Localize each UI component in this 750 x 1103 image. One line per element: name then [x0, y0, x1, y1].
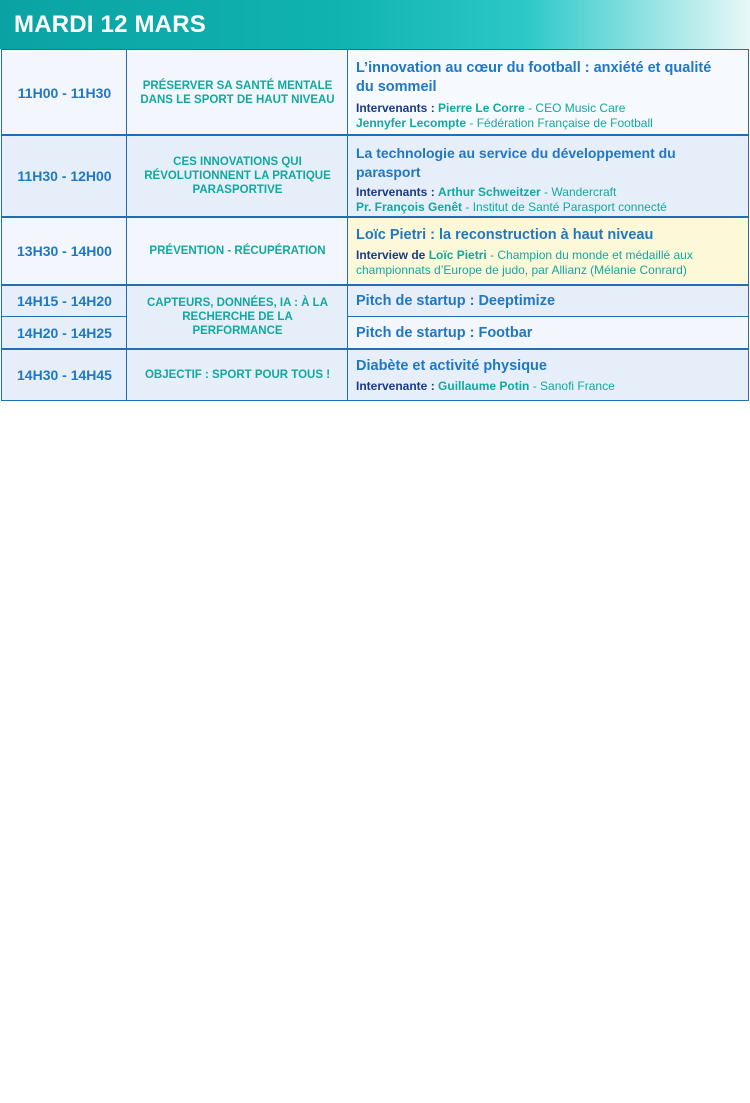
time-cell [2, 350, 127, 400]
speaker-name: Pr. François Genêt [356, 200, 463, 214]
speaker-name: Loïc Pietri [428, 248, 487, 262]
talk-cell [348, 136, 748, 216]
time-cell [2, 317, 127, 348]
theme-cell [127, 50, 348, 135]
session-theme: OBJECTIF : SPORT POUR TOUS ! [144, 369, 331, 381]
time-cell [2, 286, 127, 316]
session-time: 11H00 - 11H30 [17, 84, 112, 101]
row-divider [2, 316, 126, 317]
time-cell [2, 136, 127, 216]
talk-cell [348, 317, 748, 348]
speakers-label: Intervenante : [356, 379, 435, 393]
session-time: 14H30 - 14H45 [17, 367, 112, 383]
talk-title: Diabète et activité physique [356, 358, 547, 374]
speaker-name: Pierre Le Corre [438, 101, 525, 115]
theme-cell [127, 218, 348, 284]
speaker-line [356, 116, 653, 131]
talk-title: Pitch de startup : Footbar [356, 325, 533, 341]
talk-title: Loïc Pietri : la reconstruction à haut niveau [356, 227, 654, 243]
day-header-banner [0, 0, 750, 49]
talk-cell-highlighted [348, 218, 748, 284]
session-theme: CES INNOVATIONS QUI RÉVOLUTIONNENT LA PRATIQUE PARASPORTIVE [144, 156, 331, 196]
session-theme: PRÉVENTION - RÉCUPÉRATION [149, 245, 326, 257]
speaker-name: Arthur Schweitzer [438, 185, 541, 199]
speaker-org: - Sanofi France [529, 379, 615, 393]
speaker-line [356, 185, 616, 200]
row-divider [2, 284, 748, 286]
talk-cell [348, 50, 748, 135]
time-cell [2, 50, 127, 135]
speaker-line [356, 101, 625, 116]
talk-title: L’innovation au cœur du football : anxiété et qualité du sommeil [356, 60, 712, 95]
speaker-line [356, 200, 667, 215]
session-time: 13H30 - 14H00 [17, 243, 112, 259]
speaker-org: - CEO Music Care [524, 101, 626, 115]
time-cell [2, 218, 127, 284]
speaker-org: - Institut de Santé Parasport connecté [462, 200, 667, 214]
speaker-name: Guillaume Potin [438, 379, 530, 393]
speaker-org: - Wandercraft [540, 185, 617, 199]
theme-cell [127, 350, 348, 400]
speakers-label: Interview de [356, 248, 426, 262]
speaker-line [356, 248, 740, 278]
day-title: MARDI 12 MARS [14, 11, 206, 38]
row-divider [2, 216, 748, 218]
session-theme: CAPTEURS, DONNÉES, IA : À LA RECHERCHE DE LA PERFORMANCE [146, 297, 329, 337]
speaker-line [356, 379, 615, 394]
speakers-label: Intervenants : [356, 185, 435, 199]
session-time: 11H30 - 12H00 [17, 168, 112, 184]
session-theme: PRÉSERVER SA SANTÉ MENTALE DANS LE SPORT DE HAUT NIVEAU [140, 79, 335, 106]
talk-title: Pitch de startup : Deeptimize [356, 293, 556, 309]
schedule-table [1, 49, 749, 401]
speakers-label: Intervenants : [356, 101, 435, 115]
speaker-org: - Fédération Française de Football [466, 116, 653, 130]
theme-cell [127, 136, 348, 216]
talk-title: La technologie au service du développement du parasport [356, 145, 676, 180]
speaker-org: - Champion du monde et médaillé aux championnats d’Europe de judo, par Allianz (Mélanie Conrard) [356, 248, 693, 277]
talk-cell [348, 350, 748, 400]
session-time: 14H20 - 14H25 [17, 324, 112, 341]
row-divider [2, 134, 748, 136]
row-divider [2, 348, 748, 350]
talk-cell [348, 286, 748, 316]
row-divider [347, 316, 748, 317]
theme-cell [127, 286, 348, 348]
session-time: 14H15 - 14H20 [17, 293, 112, 309]
speaker-name: Jennyfer Lecompte [356, 116, 467, 130]
